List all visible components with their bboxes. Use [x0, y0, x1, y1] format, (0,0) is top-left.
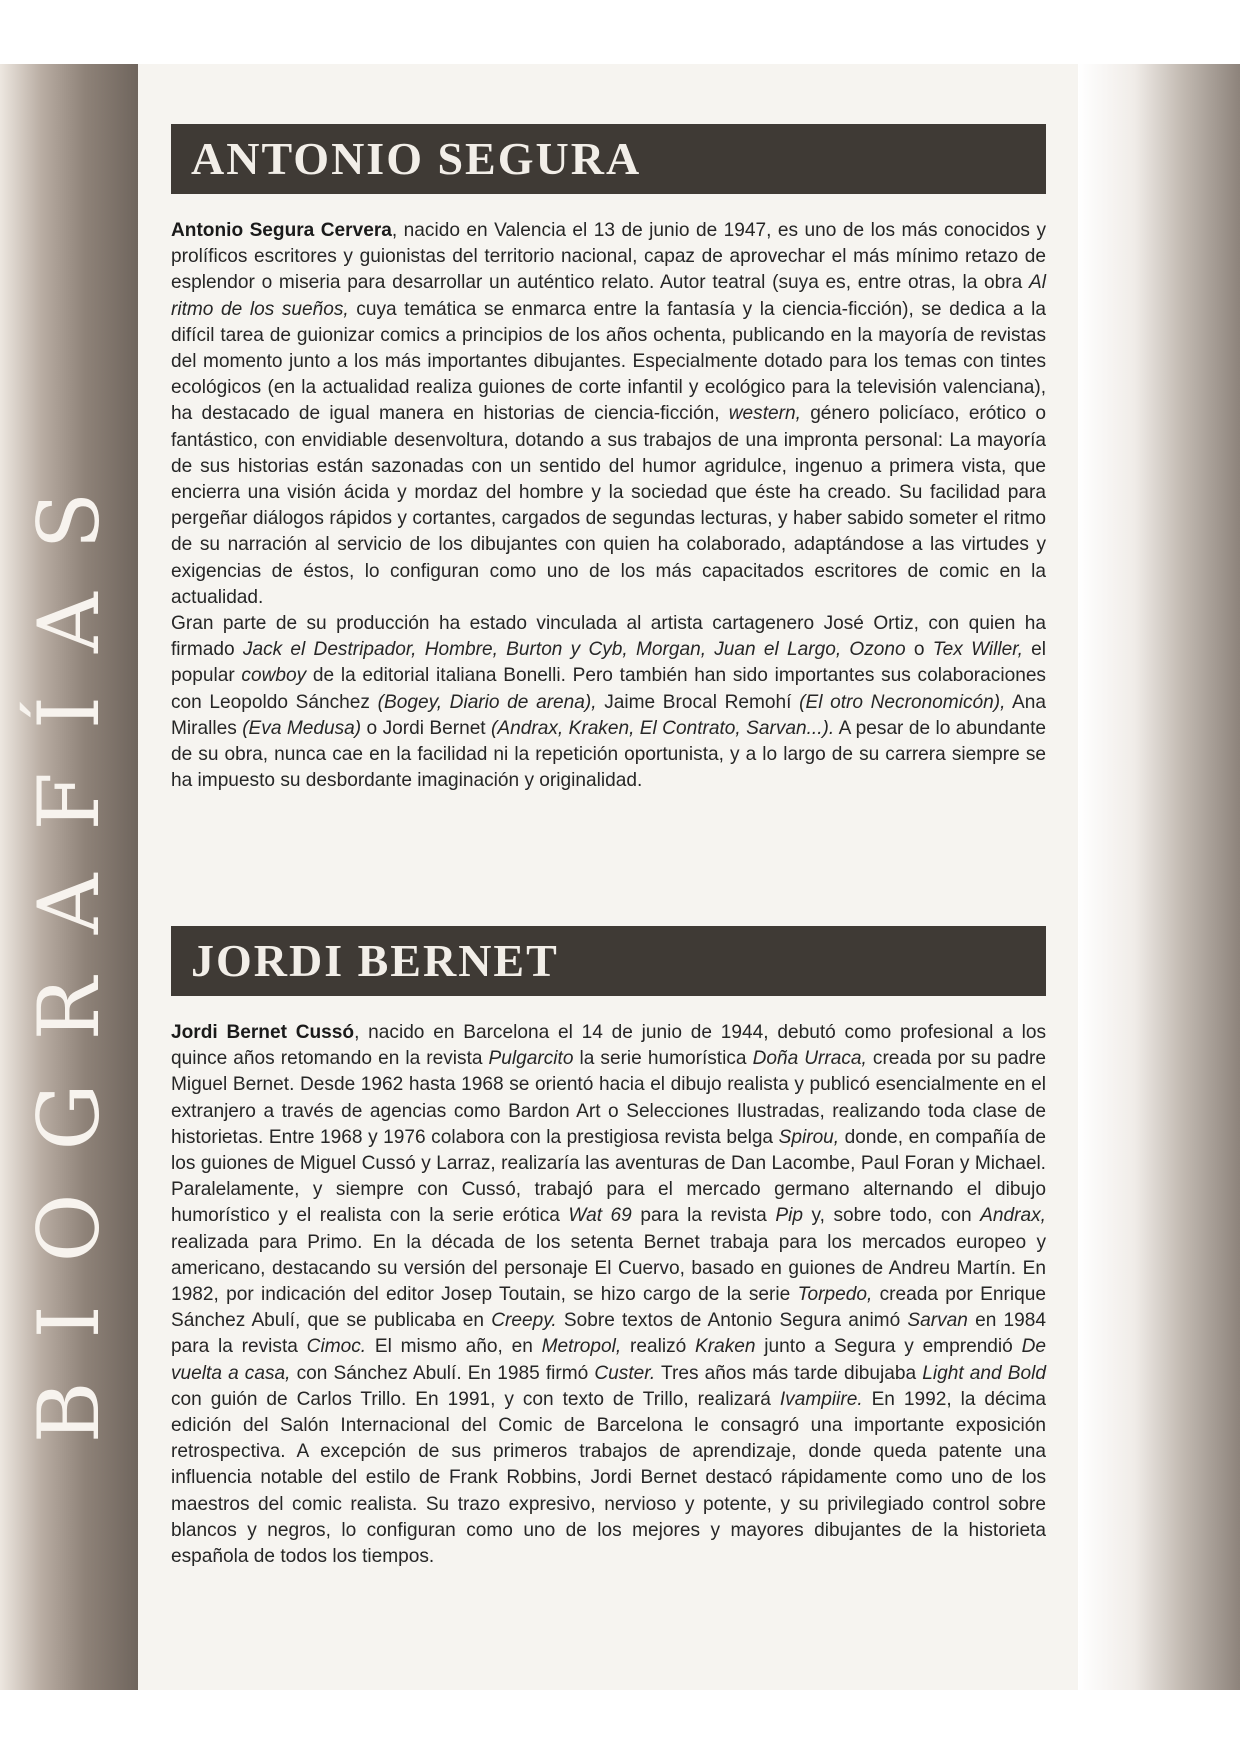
body-text: creada por su padre Miguel Bernet. Desde 1962 hasta 1968 se orientó hacia el dibujo realista y publicó esencialmente en el extranjero a través de agencias como Bardon Art o Selecciones Ilustradas, realizando toda clase de historietas. Entre 1968 y 1976 colabora con la prestigiosa revista belga [171, 1048, 1047, 1148]
italic-title-text: (Andrax, Kraken, El Contrato, Sarvan...). [491, 717, 835, 739]
body-text: para la revista [631, 1205, 776, 1227]
italic-title-text: Creepy. [491, 1310, 557, 1332]
body-text: o Jordi Bernet [361, 717, 492, 739]
biography-paragraph [171, 611, 1046, 794]
body-text: El mismo año, en [366, 1336, 542, 1358]
body-text: Sobre textos de Antonio Segura animó [556, 1310, 908, 1332]
body-text: y, sobre todo, con [802, 1205, 981, 1227]
italic-title-text: Ivampiire. [779, 1388, 863, 1410]
italic-title-text: Jack el Destripador, Hombre, Burton y Cyb, Morgan, Juan el Largo, Ozono [242, 639, 906, 661]
italic-title-text: De vuelta a casa, [171, 1336, 1046, 1384]
italic-title-text: Spirou, [778, 1126, 840, 1148]
body-text: la serie humorística [573, 1048, 753, 1070]
bold-name-text: Antonio Segura Cervera [171, 220, 392, 241]
body-text: Gran parte de su producción ha estado vinculada al artista cartagenero José Ortiz, con quien ha firmado [171, 613, 1046, 661]
italic-title-text: Kraken [695, 1336, 756, 1358]
italic-title-text: Tex Willer, [932, 639, 1023, 661]
biography-antonio-segura [171, 124, 1046, 794]
italic-title-text: western, [728, 403, 801, 425]
body-text: creada por Enrique Sánchez Abulí, que se publicaba en [171, 1284, 1046, 1332]
body-text: Ana Miralles [171, 691, 1046, 739]
biography-header-bar [171, 926, 1046, 996]
italic-title-text: Andrax, [980, 1205, 1046, 1227]
italic-title-text: Sarvan [907, 1310, 968, 1332]
body-text: realizada para Primo. En la década de los setenta Bernet trabaja para los mercados europeo y americano, destacando su versión del personaje El Cuervo, basado en guiones de Andreu Martín. En 1982, por indicación del editor Josep Toutain, se hizo cargo de la serie [171, 1231, 1046, 1306]
body-text: o [905, 639, 933, 661]
section-side-title: BIOGRAFÍAS [20, 448, 118, 1444]
body-text: género policíaco, erótico o fantástico, con envidiable desenvoltura, dotando a sus trabajos de una impronta personal: La mayoría de sus historias están sazonadas con un sentido del humor agridulce, ingenuo a primera vista, que encierra una visión ácida y mordaz del hombre y la sociedad que éste ha creado. Su facilidad para pergeñar diálogos rápidos y cortantes, cargados de segundas lecturas, y haber sabido someter el ritmo de su narración al servicio de los dibujantes con quien ha colaborado, adaptándose a las virtudes y exigencias de éstos, lo configuran como uno de los más capacitados escritores de comic en la actualidad. [171, 403, 1047, 608]
italic-title-text: (El otro Necronomicón), [799, 691, 1006, 713]
italic-title-text: Wat 69 [568, 1205, 632, 1227]
biography-header-bar [171, 124, 1046, 194]
italic-title-text: Al ritmo de los sueños, [171, 272, 1046, 320]
body-text: A pesar de lo abundante de su obra, nunca cae en la facilidad ni la repetición oportunista, y a lo largo de su carrera siempre se ha impuesto su desbordante imaginación y originalidad. [171, 717, 1046, 792]
body-text: en 1984 para la revista [171, 1310, 1046, 1358]
right-edge-band [1078, 64, 1240, 1690]
biography-name-heading: ANTONIO SEGURA [191, 133, 642, 184]
bold-name-text: Jordi Bernet Cussó [171, 1022, 355, 1043]
biography-text [171, 1020, 1046, 1570]
left-title-band [0, 64, 138, 1690]
biography-jordi-bernet [171, 926, 1046, 1570]
italic-title-text: Cimoc. [306, 1336, 367, 1358]
italic-title-text: Pip [775, 1205, 803, 1227]
body-text: Tres años más tarde dibujaba [655, 1362, 923, 1384]
biography-paragraph [171, 1020, 1046, 1570]
body-text: con guión de Carlos Trillo. En 1991, y con texto de Trillo, realizará [171, 1388, 780, 1410]
biography-text [171, 218, 1046, 794]
body-text: el popular [171, 639, 1046, 687]
italic-title-text: (Bogey, Diario de arena), [377, 691, 597, 713]
biography-name-heading: JORDI BERNET [191, 935, 559, 986]
body-text: donde, en compañía de los guiones de Miguel Cussó y Larraz, realizaría las aventuras de Dan Lacombe, Paul Foran y Michael. Paralelamente, y siempre con Cussó, trabajó para el mercado germano alternando el dibujo humorístico y el realista con la serie erótica [171, 1126, 1047, 1227]
body-text: junto a Segura y emprendió [755, 1336, 1022, 1358]
body-text: cuya temática se enmarca entre la fantasía y la ciencia-ficción), se dedica a la difícil tarea de guionizar comics a principios de los años ochenta, publicando en la mayoría de revistas del momento junto a los más importantes dibujantes. Especialmente dotado para los temas con tintes ecológicos (en la actualidad realiza guiones de corte infantil y ecológico para la televisión valenciana), ha destacado de igual manera en historias de ciencia-ficción, [171, 298, 1046, 425]
body-text: Jaime Brocal Remohí [596, 691, 800, 713]
italic-title-text: Torpedo, [797, 1284, 873, 1306]
italic-title-text: Light and Bold [922, 1362, 1046, 1384]
body-text: de la editorial italiana Bonelli. Pero también han sido importantes sus colaboraciones con Leopoldo Sánchez [171, 665, 1046, 713]
body-text: En 1992, la décima edición del Salón Internacional del Comic de Barcelona le consagró una importante exposición retrospectiva. A excepción de sus primeros trabajos de aprendizaje, donde queda patente una influencia notable del estilo de Frank Robbins, Jordi Bernet destacó rápidamente como uno de los maestros del comic realista. Su trazo expresivo, nervioso y potente, y su privilegiado control sobre blancos y negros, lo configuran como uno de los mejores y mayores dibujantes de la historieta española de todos los tiempos. [171, 1388, 1046, 1568]
body-text: , nacido en Valencia el 13 de junio de 1947, es uno de los más conocidos y prolíficos escritores y guionistas del territorio nacional, capaz de aprovechar el más mínimo retazo de esplendor o miseria para desarrollar un auténtico relato. Autor teatral (suya es, entre otras, la obra [171, 220, 1046, 294]
italic-title-text: cowboy [241, 665, 307, 687]
body-text: realizó [621, 1336, 696, 1358]
body-text: con Sánchez Abulí. En 1985 firmó [290, 1362, 595, 1384]
italic-title-text: Doña Urraca, [752, 1048, 867, 1070]
italic-title-text: Metropol, [541, 1336, 622, 1358]
italic-title-text: (Eva Medusa) [242, 717, 362, 739]
italic-title-text: Custer. [594, 1362, 656, 1384]
body-text: , nacido en Barcelona el 14 de junio de 1944, debutó como profesional a los quince años retomando en la revista [171, 1022, 1046, 1070]
italic-title-text: Pulgarcito [488, 1048, 574, 1070]
biography-paragraph [171, 218, 1046, 611]
